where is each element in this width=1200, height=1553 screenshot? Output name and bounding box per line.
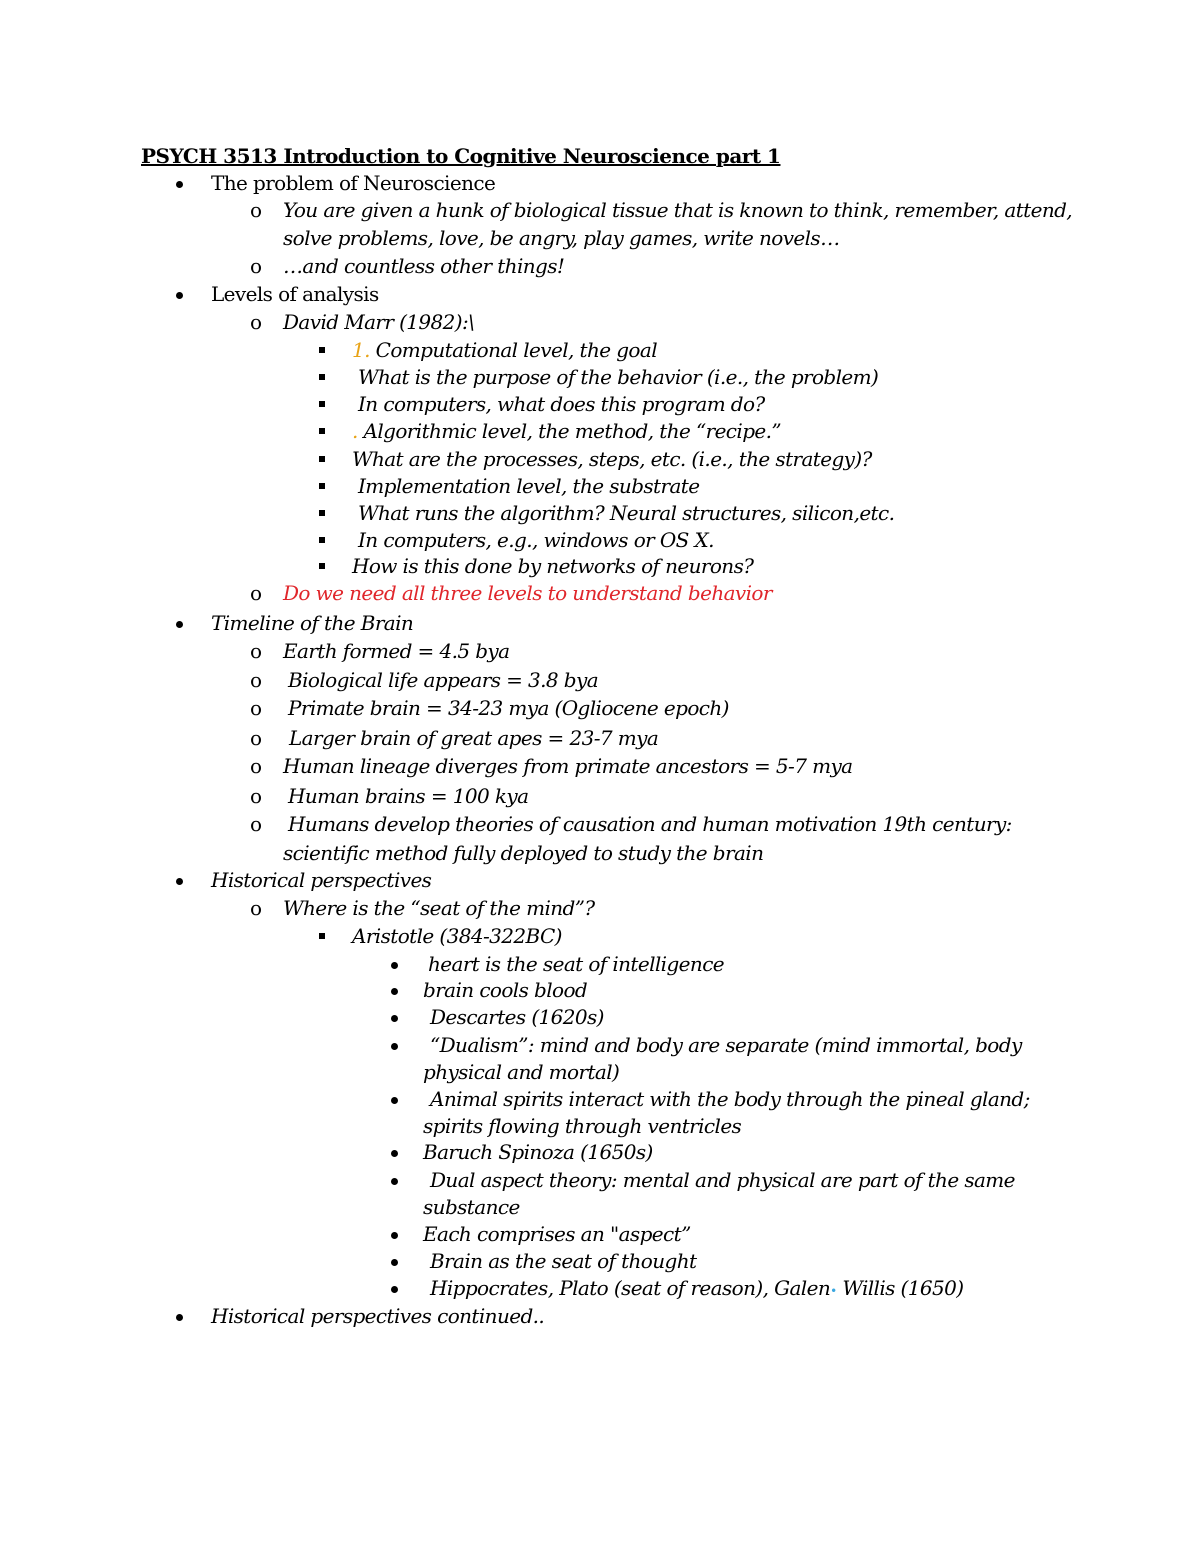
text-line: Human brains = 100 kya [288, 784, 529, 808]
text-line: Brain as the seat of thought [430, 1249, 697, 1273]
heading-timeline: Timeline of the Brain [211, 611, 414, 635]
text-line: In computers, what does this program do? [358, 392, 765, 416]
square-bullet-icon [319, 537, 325, 543]
sub-bullet-icon: o [250, 668, 263, 692]
text-line: Human lineage diverges from primate ancestors = 5-7 mya [283, 754, 853, 778]
text-line: Larger brain of great apes = 23-7 mya [289, 726, 659, 750]
text-line: Descartes (1620s) [430, 1005, 604, 1029]
text-line: In computers, e.g., windows or OS X. [358, 528, 714, 552]
bullet-icon [391, 988, 398, 995]
text-line: brain cools blood [423, 978, 588, 1002]
page-title: PSYCH 3513 Introduction to Cognitive Neuroscience part 1 [141, 144, 781, 168]
text-line: physical and mortal) [423, 1060, 620, 1084]
sub-bullet-icon: o [250, 726, 263, 750]
text-line: Humans develop theories of causation and human motivation 19th century: [288, 812, 1012, 836]
heading-levels: Levels of analysis [211, 282, 379, 306]
sub-bullet-icon: o [250, 896, 263, 920]
text-line [430, 1275, 963, 1305]
bullet-icon [391, 1150, 398, 1157]
heading-historical: Historical perspectives [211, 868, 432, 892]
text-line: heart is the seat of intelligence [428, 952, 725, 976]
text-line: David Marr (1982):\ [283, 310, 475, 334]
text-line [352, 418, 781, 445]
text-line: Baruch Spinoza (1650s) [423, 1140, 653, 1164]
bullet-icon [176, 1314, 183, 1321]
text-line: Where is the “seat of the mind”? [283, 896, 595, 920]
bullet-icon [391, 962, 398, 969]
blue-bullet-icon: • [830, 1284, 837, 1298]
text-line: Animal spirits interact with the body through the pineal gland; [430, 1087, 1030, 1111]
sub-bullet-icon: o [250, 254, 263, 278]
bullet-icon [391, 1286, 398, 1293]
text-line: Implementation level, the substrate [358, 474, 700, 498]
text-line: substance [423, 1195, 520, 1219]
bullet-icon [391, 1015, 398, 1022]
text-line [352, 337, 657, 364]
text-line: …and countless other things! [283, 254, 565, 278]
text-line: scientific method fully deployed to study the brain [283, 841, 764, 865]
square-bullet-icon [319, 401, 325, 407]
bullet-icon [391, 1259, 398, 1266]
bullet-icon [176, 292, 183, 299]
orange-dot: . [352, 419, 358, 443]
text-line: What runs the algorithm? Neural structures, silicon,etc. [358, 501, 895, 525]
bullet-icon [176, 181, 183, 188]
bullet-icon [391, 1232, 398, 1239]
text-line: Dual aspect theory: mental and physical are part of the same [430, 1168, 1015, 1192]
text-line: How is this done by networks of neurons? [352, 554, 754, 578]
square-bullet-icon [319, 374, 325, 380]
text-span: Hippocrates, Plato (seat of reason), Galen [430, 1276, 831, 1300]
square-bullet-icon [319, 510, 325, 516]
text-span: Algorithmic level, the method, the “recipe.” [357, 419, 782, 443]
heading-historical-continued: Historical perspectives continued.. [211, 1304, 545, 1328]
text-line: What are the processes, steps, etc. (i.e., the strategy)? [352, 447, 872, 471]
square-bullet-icon [319, 933, 325, 939]
bullet-icon [176, 621, 183, 628]
text-line: spirits flowing through ventricles [423, 1114, 742, 1138]
text-line: Biological life appears = 3.8 bya [288, 668, 599, 692]
square-bullet-icon [319, 483, 325, 489]
text-line: Primate brain = 34-23 mya (Ogliocene epoch) [288, 696, 729, 720]
sub-bullet-icon: o [250, 639, 263, 663]
sub-bullet-icon: o [250, 754, 263, 778]
text-line: solve problems, love, be angry, play games, write novels… [283, 226, 840, 250]
sub-bullet-icon: o [250, 310, 263, 334]
heading-problem: The problem of Neuroscience [211, 171, 496, 195]
sub-bullet-icon: o [250, 696, 263, 720]
text-line: “Dualism”: mind and body are separate (mind immortal, body [430, 1033, 1022, 1057]
sub-bullet-icon: o [250, 812, 263, 836]
level-number: 1. [352, 338, 370, 362]
square-bullet-icon [319, 563, 325, 569]
text-span: Willis (1650) [836, 1276, 964, 1300]
sub-bullet-icon: o [250, 784, 263, 808]
text-span: Computational level, the goal [369, 338, 657, 362]
bullet-icon [391, 1097, 398, 1104]
square-bullet-icon [319, 428, 325, 434]
text-line: Earth formed = 4.5 bya [283, 639, 510, 663]
bullet-icon [391, 1043, 398, 1050]
sub-bullet-icon: o [250, 581, 263, 605]
sub-bullet-icon: o [250, 198, 263, 222]
text-line: What is the purpose of the behavior (i.e., the problem) [358, 365, 879, 389]
text-line: Aristotle (384-322BC) [352, 924, 562, 948]
highlighted-question: Do we need all three levels to understand behavior [283, 581, 772, 605]
square-bullet-icon [319, 347, 325, 353]
square-bullet-icon [319, 456, 325, 462]
text-line: You are given a hunk of biological tissue that is known to think, remember, attend, [283, 198, 1073, 222]
bullet-icon [391, 1178, 398, 1185]
text-line: Each comprises an "aspect” [423, 1222, 691, 1246]
bullet-icon [176, 878, 183, 885]
